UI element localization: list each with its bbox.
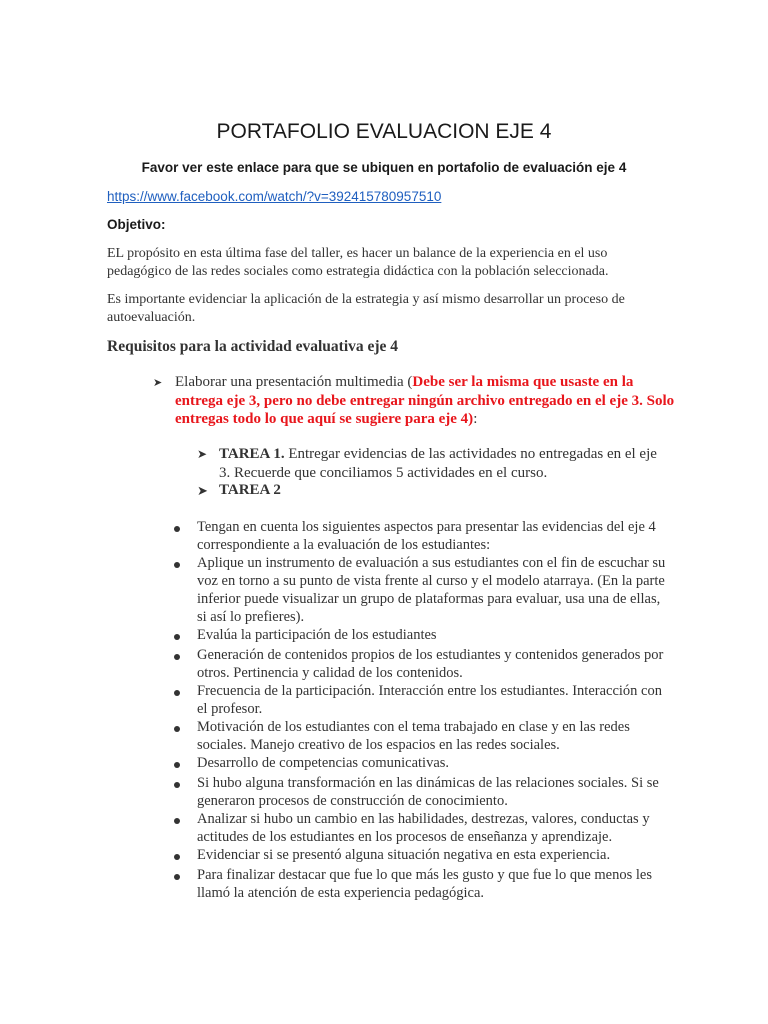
requirement-item-warning: Debe ser la misma que usaste en la entrega eje 3, pero no debe entregar ningún archivo entregado en el eje 3. Solo entregas todo lo que aquí se sugiere para eje 4) [175, 374, 675, 427]
task-2-label: TAREA 2 [219, 482, 281, 498]
list-item: Aplique un instrumento de evaluación a sus estudiantes con el fin de escuchar su voz en torno a su punto de vista frente al curso y el modelo atarraya. (En la parte inferior puede visualizar un grupo de plataformas para evaluar, usa una de ellas, si así lo prefieres). [197, 555, 666, 625]
list-item: Evalúa la participación de los estudiantes [197, 627, 437, 643]
list-item: Desarrollo de competencias comunicativas. [197, 755, 450, 771]
list-item: Frecuencia de la participación. Interacción entre los estudiantes. Interacción con el profesor. [197, 683, 662, 717]
arrow-bullet-icon: ➤ [197, 447, 208, 461]
bullet-dot-icon [174, 818, 180, 824]
bullet-dot-icon [174, 854, 180, 860]
list-item: Para finalizar destacar que fue lo que más les gusto y que fue lo que menos les llamó la atención de esta experiencia pedagógica. [197, 867, 652, 901]
list-item: Motivación de los estudiantes con el tema trabajado en clase y en las redes sociales. Manejo creativo de los espacios en las redes sociales. [197, 719, 630, 753]
bullet-dot-icon [174, 782, 180, 788]
objective-paragraph-1: EL propósito en esta última fase del taller, es hacer un balance de la experiencia en el uso pedagógico de las redes sociales como estrategia didáctica con la población seleccionada. [107, 246, 609, 279]
objective-paragraph-2: Es importante evidenciar la aplicación de la estrategia y así mismo desarrollar un proceso de autoevaluación. [107, 292, 625, 325]
facebook-video-link[interactable]: https://www.facebook.com/watch/?v=392415780957510 [107, 189, 442, 204]
task-1-item [219, 445, 669, 483]
document-subtitle: Favor ver este enlace para que se ubiquen en portafolio de evaluación eje 4 [141, 160, 627, 175]
bullet-dot-icon [174, 762, 180, 768]
bullet-dot-icon [174, 654, 180, 660]
arrow-bullet-icon: ➤ [197, 484, 208, 499]
objective-label: Objetivo: [107, 217, 166, 232]
list-item: Generación de contenidos propios de los estudiantes y contenidos generados por otros. Pertinencia y calidad de los contenidos. [197, 647, 664, 681]
bullet-dot-icon [174, 526, 180, 532]
requirement-item-suffix: : [473, 411, 478, 427]
bullet-dot-icon [174, 562, 180, 568]
list-item: Si hubo alguna transformación en las dinámicas de las relaciones sociales. Si se generaron procesos de construcción de conocimiento. [197, 775, 659, 809]
document-title: PORTAFOLIO EVALUACION EJE 4 [216, 120, 552, 143]
list-item: Analizar si hubo un cambio en las habilidades, destrezas, valores, conductas y actitudes de los estudiantes en los procesos de enseñanza y aprendizaje. [197, 811, 650, 845]
task-1-text: Entregar evidencias de las actividades no entregadas en el eje 3. Recuerde que conciliamos 5 actividades en el curso. [219, 446, 657, 481]
task-1-label: TAREA 1. [219, 446, 285, 462]
bullet-dot-icon [174, 634, 180, 640]
requirement-item-presentation [175, 373, 675, 429]
bullet-dot-icon [174, 690, 180, 696]
requirement-item-prefix: Elaborar una presentación multimedia ( [175, 374, 413, 390]
requirements-heading: Requisitos para la actividad evaluativa eje 4 [107, 338, 399, 355]
list-item: Evidenciar si se presentó alguna situación negativa en esta experiencia. [197, 847, 611, 863]
arrow-bullet-icon: ➤ [153, 376, 163, 389]
list-item: Tengan en cuenta los siguientes aspectos para presentar las evidencias del eje 4 correspondiente a la evaluación de los estudiantes: [197, 519, 656, 553]
bullet-dot-icon [174, 726, 180, 732]
bullet-dot-icon [174, 874, 180, 880]
